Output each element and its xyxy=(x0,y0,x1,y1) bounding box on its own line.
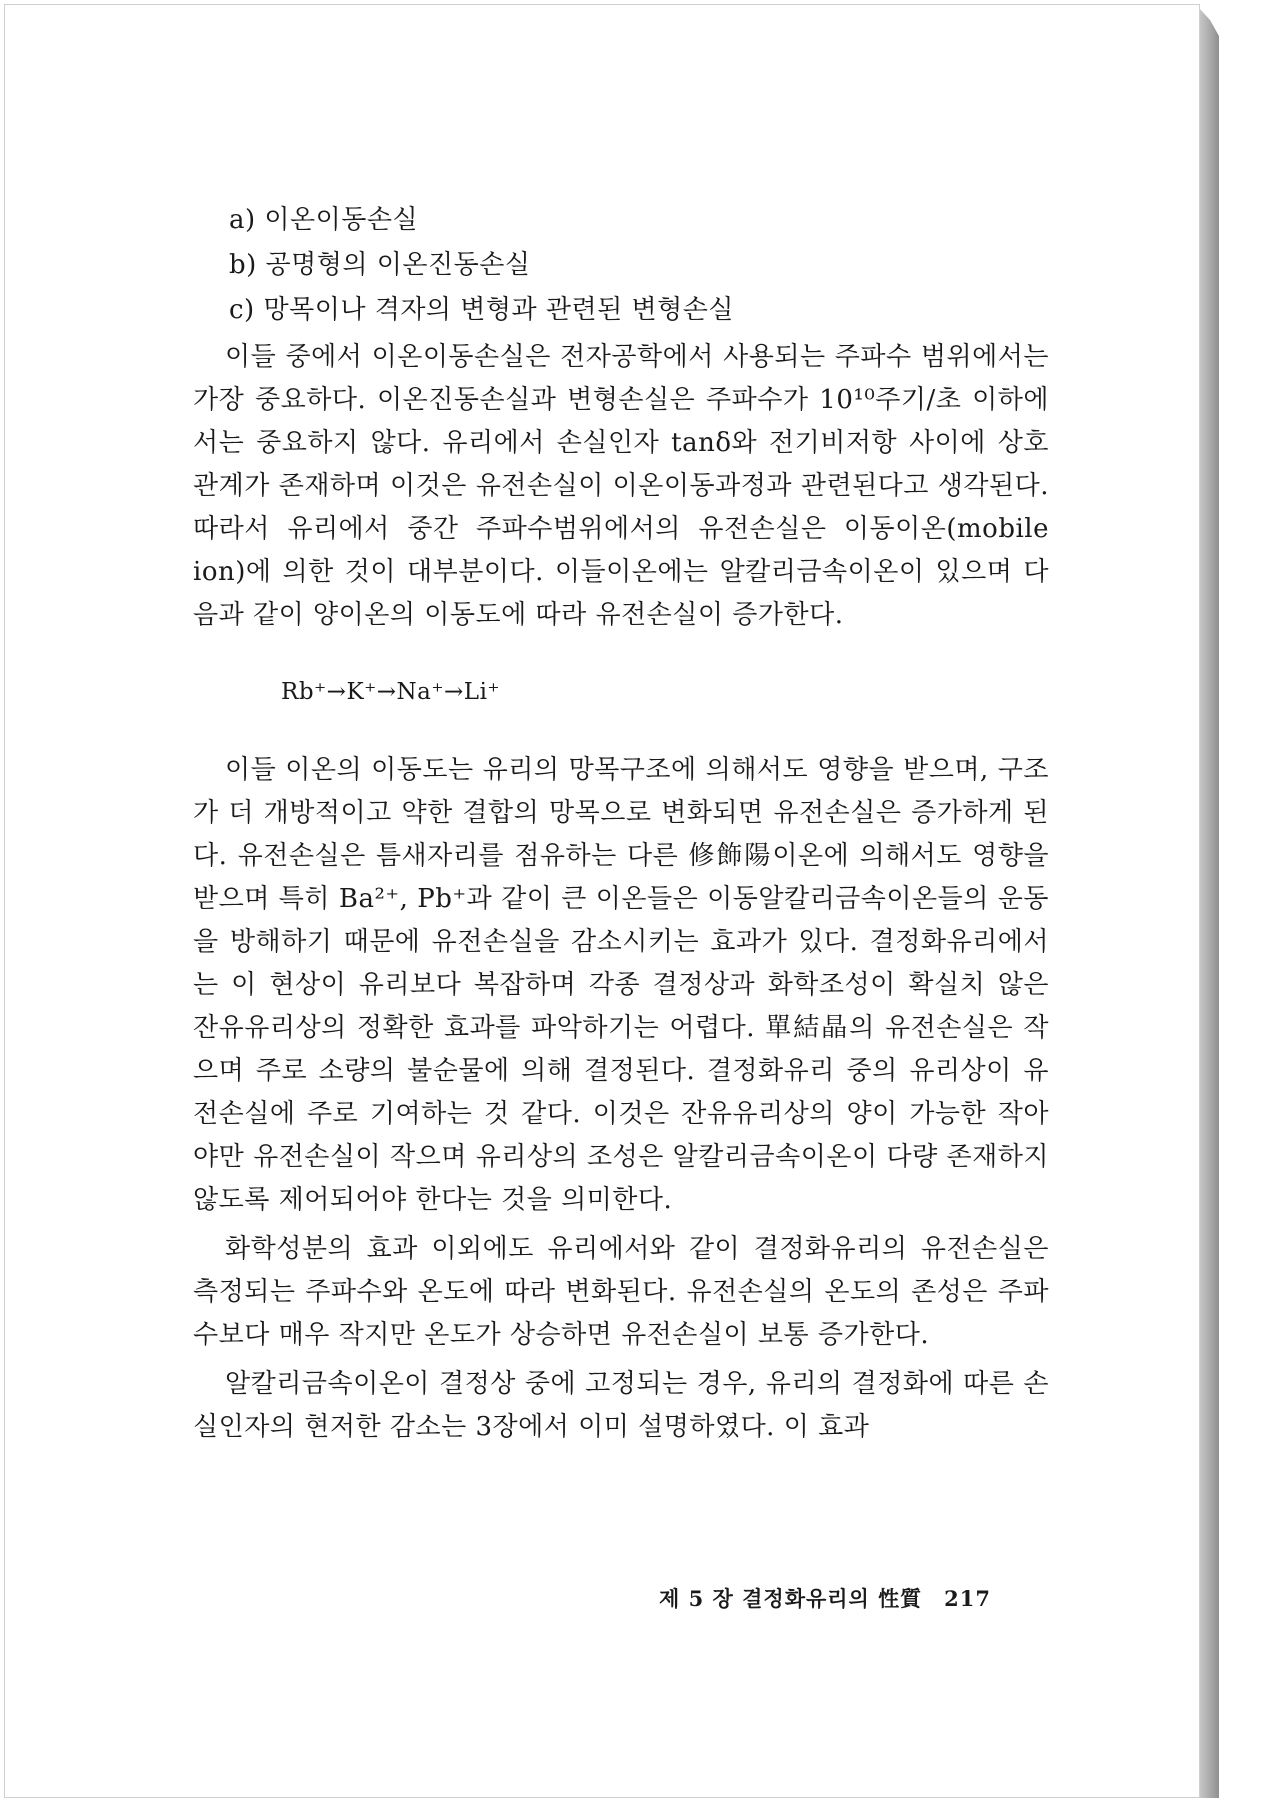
ion-mobility-formula: Rb⁺→K⁺→Na⁺→Li⁺ xyxy=(281,679,501,705)
paragraph-network-structure: 이들 이온의 이동도는 유리의 망목구조에 의해서도 영향을 받으며, 구조가 더 개방적이고 약한 결합의 망목으로 변화되면 유전손실은 증가하게 된다. 유전손실은 틈새자리를 점유하는 다른 修飾陽이온에 의해서도 영향을 받으며 특히 Ba²⁺, Pb⁺과 같이 큰 이온들은 이동알칼리금속이온들의 운동을 방해하기 때문에 유전손실을 감소시키는 효과가 있다. 결정화유리에서는 이 현상이 유리보다 복잡하며 각종 결정상과 화학조성이 확실치 않은 잔유유리상의 정확한 효과를 파악하기는 어렵다. 單結晶의 유전손실은 작으며 주로 소량의 불순물에 의해 결정된다. 결정화유리 중의 유리상이 유전손실에 주로 기여하는 것 같다. 이것은 잔유유리상의 양이 가능한 작아야만 유전손실이 작으며 유리상의 조성은 알칼리금속이온이 다량 존재하지 않도록 제어되어야 한다는 것을 의미한다. xyxy=(193,755,1049,1215)
list-item-a: a) 이온이동손실 xyxy=(229,205,419,235)
page-number: 217 xyxy=(944,1586,991,1611)
page-edge-shadow xyxy=(1199,8,1219,1798)
paragraph-ion-migration: 이들 중에서 이온이동손실은 전자공학에서 사용되는 주파수 범위에서는 가장 중요하다. 이온진동손실과 변형손실은 주파수가 10¹⁰주기/초 이하에서는 중요하지 않다. 유리에서 손실인자 tanδ와 전기비저항 사이에 상호관계가 존재하며 이것은 유전손실이 이온이동과정과 관련된다고 생각된다. 따라서 유리에서 중간 주파수범위에서의 유전손실은 이동이온(mobile ion)에 의한 것이 대부분이다. 이들이온에는 알칼리금속이온이 있으며 다음과 같이 양이온의 이동도에 따라 유전손실이 증가한다. xyxy=(193,342,1049,630)
paragraph-frequency-temperature: 화학성분의 효과 이외에도 유리에서와 같이 결정화유리의 유전손실은 측정되는 주파수와 온도에 따라 변화된다. 유전손실의 온도의 존성은 주파수보다 매우 작지만 온도가 상승하면 유전손실이 보통 증가한다. xyxy=(193,1234,1049,1350)
page-footer xyxy=(659,1583,991,1613)
list-item-b: b) 공명형의 이온진동손실 xyxy=(229,250,531,280)
chapter-title: 제 5 장 결정화유리의 性質 xyxy=(659,1586,923,1611)
book-page xyxy=(4,4,1200,1798)
page-body xyxy=(193,201,1049,1449)
paragraph-loss-factor: 알칼리금속이온이 결정상 중에 고정되는 경우, 유리의 결정화에 따른 손실인자의 현저한 감소는 3장에서 이미 설명하였다. 이 효과 xyxy=(193,1369,1049,1442)
list-item-c: c) 망목이나 격자의 변형과 관련된 변형손실 xyxy=(229,295,735,325)
